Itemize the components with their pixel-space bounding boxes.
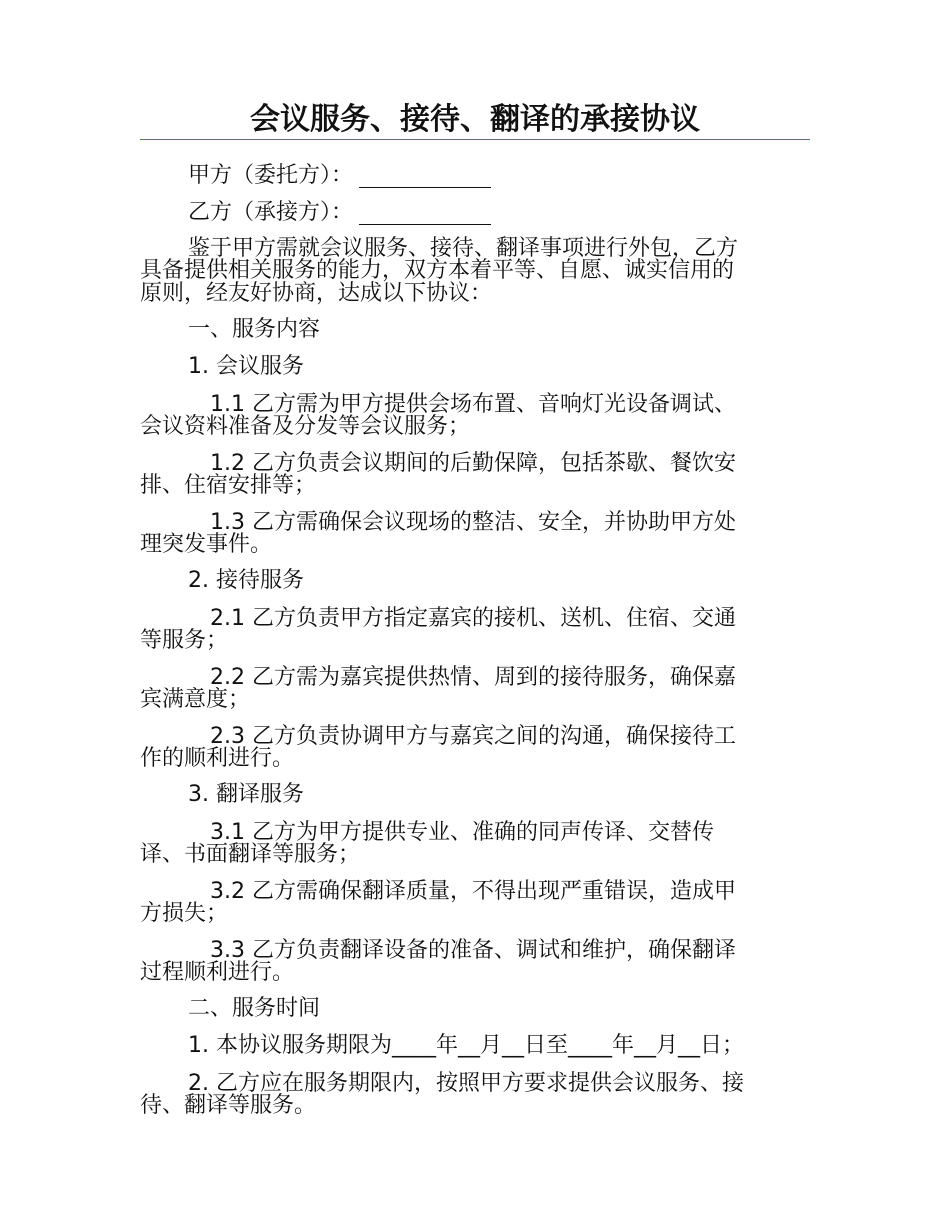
party-b-line: [188, 200, 491, 226]
clause-2-2-line-1: 2.2 乙方需为嘉宾提供热情、周到的接待服务，确保嘉: [210, 665, 736, 690]
clause-1-1-line-1: 1.1 乙方需为甲方提供会场布置、音响灯光设备调试、: [210, 392, 736, 417]
preamble-line-1: 鉴于甲方需就会议服务、接待、翻译事项进行外包，乙方: [188, 236, 739, 261]
party-b-label: 乙方（承接方）：: [188, 200, 354, 225]
clause-1-1-line-2: 会议资料准备及分发等会议服务；: [140, 414, 471, 439]
service-period-clause: 1. 本协议服务期限为____年__月__日至____年__月__日；: [188, 1033, 744, 1058]
section-1-heading: 一、服务内容: [188, 317, 321, 342]
clause-3-3-line-2: 过程顺利进行。: [140, 960, 295, 985]
clause-3-3-line-1: 3.3 乙方负责翻译设备的准备、调试和维护，确保翻译: [210, 938, 736, 963]
clause-2-3-line-2: 作的顺利进行。: [140, 746, 295, 771]
clause-1-2-line-2: 排、住宿安排等；: [140, 473, 317, 498]
clause-3-2-line-2: 方损失；: [140, 901, 229, 926]
clause-3-2-line-1: 3.2 乙方需确保翻译质量，不得出现严重错误，造成甲: [210, 879, 736, 904]
preamble-line-2: 具备提供相关服务的能力，双方本着平等、自愿、诚实信用的: [140, 258, 735, 283]
clause-1-3-line-1: 1.3 乙方需确保会议现场的整洁、安全，并协助甲方处: [210, 510, 736, 535]
clause-3-1-line-2: 译、书面翻译等服务；: [140, 842, 361, 867]
service-scope-clause-line-2: 待、翻译等服务。: [140, 1093, 317, 1118]
section-2-heading: 二、服务时间: [188, 996, 321, 1021]
party-a-blank: [359, 165, 491, 188]
party-a-line: [188, 163, 491, 189]
party-b-blank: [359, 202, 491, 225]
clause-3-1-line-1: 3.1 乙方为甲方提供专业、准确的同声传译、交替传: [210, 820, 714, 845]
translation-service-heading: 3. 翻译服务: [188, 782, 304, 807]
preamble-line-3: 原则，经友好协商，达成以下协议：: [140, 281, 493, 306]
reception-service-heading: 2. 接待服务: [188, 568, 304, 593]
clause-1-3-line-2: 理突发事件。: [140, 532, 273, 557]
meeting-service-heading: 1. 会议服务: [188, 354, 304, 379]
clause-1-2-line-1: 1.2 乙方负责会议期间的后勤保障，包括茶歇、餐饮安: [210, 451, 736, 476]
clause-2-1-line-1: 2.1 乙方负责甲方指定嘉宾的接机、送机、住宿、交通: [210, 606, 736, 631]
clause-2-2-line-2: 宾满意度；: [140, 687, 251, 712]
document-title: 会议服务、接待、翻译的承接协议: [250, 102, 700, 137]
clause-2-3-line-1: 2.3 乙方负责协调甲方与嘉宾之间的沟通，确保接待工: [210, 724, 736, 749]
title-underline: [140, 139, 810, 140]
party-a-label: 甲方（委托方）：: [188, 163, 354, 188]
clause-2-1-line-2: 等服务；: [140, 628, 229, 653]
service-scope-clause-line-1: 2. 乙方应在服务期限内，按照甲方要求提供会议服务、接: [188, 1071, 744, 1096]
